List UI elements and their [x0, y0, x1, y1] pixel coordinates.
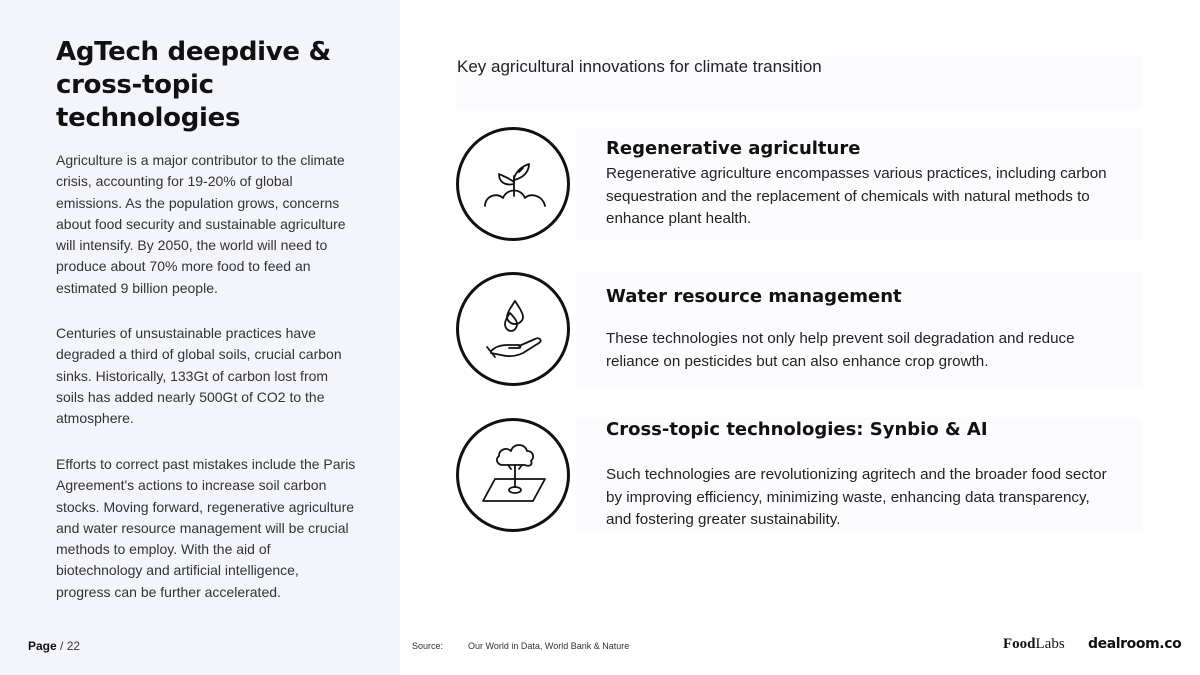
section-heading-text: Key agricultural innovations for climate transition	[457, 57, 822, 76]
intro-paragraph-3: Efforts to correct past mistakes include the Paris Agreement's actions to increase soil carbon stocks. Moving forward, regenerative agriculture and water resource management will be crucial methods to employ. With the aid of biotechnology and artificial intelligence, progress can be further accelerated.	[56, 456, 356, 600]
page-indicator	[28, 639, 80, 653]
source-label: Source:	[412, 641, 444, 651]
item-title-synbio-ai: Cross-topic technologies: Synbio & AI	[606, 419, 988, 440]
water-drop-hand-icon	[456, 272, 570, 386]
intro-paragraph-2: Centuries of unsustainable practices have degraded a third of global soils, crucial carbon sinks. Historically, 133Gt of carbon lost from soils has added nearly 500Gt of CO2 to the atmosphere.	[56, 325, 342, 427]
dealroom-logo: dealroom.co	[1088, 636, 1182, 652]
item-body-synbio-ai: Such technologies are revolutionizing agritech and the broader food sector by improving efficiency, minimizing waste, enhancing data transparency, and fostering greater sustainability.	[606, 466, 1107, 528]
sprout-icon	[456, 127, 570, 241]
page-label: Page	[28, 639, 57, 653]
page-title: AgTech deepdive & cross-topic technologies	[56, 37, 331, 133]
source-text: Our World in Data, World Bank & Nature	[468, 641, 630, 651]
page-total: / 22	[60, 639, 81, 653]
item-body-regenerative: Regenerative agriculture encompasses various practices, including carbon sequestration and the replacement of chemicals with natural methods to enhance plant health.	[606, 165, 1107, 227]
cloud-plant-icon	[456, 418, 570, 532]
item-title-regenerative: Regenerative agriculture	[606, 138, 861, 159]
item-body-water: These technologies not only help prevent soil degradation and reduce reliance on pesticides but can also enhance crop growth.	[606, 330, 1075, 370]
section-heading	[456, 56, 1142, 110]
item-title-water: Water resource management	[606, 286, 902, 307]
intro-paragraph-1: Agriculture is a major contributor to the climate crisis, accounting for 19-20% of global emissions. As the population grows, concerns about food security and sustainable agriculture will intensify. By 2050, the world will need to produce about 70% more food to feed an estimated 9 billion people.	[56, 152, 346, 296]
foodlabs-logo: FoodLabs	[1003, 636, 1065, 652]
